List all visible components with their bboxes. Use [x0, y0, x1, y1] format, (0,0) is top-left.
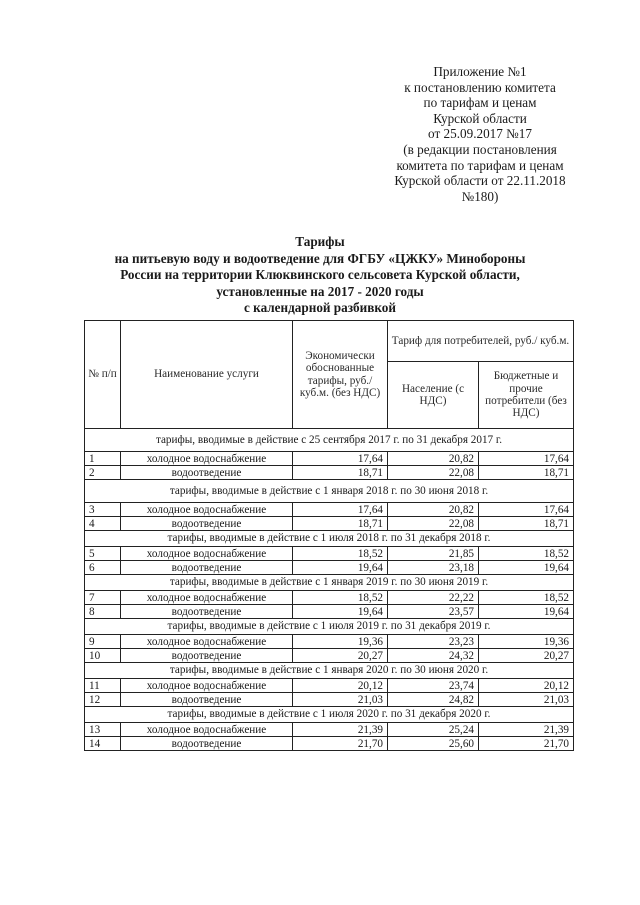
- period-row: [85, 619, 574, 635]
- period-label: тарифы, вводимые в действие с 1 июля 2018 г. по 31 декабря 2018 г.: [85, 531, 574, 547]
- cell-budget: 18,71: [479, 517, 574, 531]
- cell-economic: 21,70: [293, 737, 388, 751]
- appendix-line: комитета по тарифам и ценам: [396, 157, 564, 173]
- cell-economic: 20,12: [293, 679, 388, 693]
- header-population: Население (с НДС): [388, 362, 479, 429]
- cell-population: 23,18: [388, 561, 479, 575]
- cell-population: 25,60: [388, 737, 479, 751]
- cell-economic: 18,52: [293, 547, 388, 561]
- header-service: Наименование услуги: [121, 321, 293, 429]
- table-row: [85, 679, 574, 693]
- period-label: тарифы, вводимые в действие с 25 сентября 2017 г. по 31 декабря 2017 г.: [85, 429, 574, 452]
- table-row: [85, 649, 574, 663]
- appendix-line: к постановлению комитета: [404, 79, 556, 95]
- period-row: [85, 575, 574, 591]
- appendix-line: Курской области: [433, 110, 527, 126]
- period-label: тарифы, вводимые в действие с 1 января 2020 г. по 30 июня 2020 г.: [85, 663, 574, 679]
- cell-service: холодное водоснабжение: [121, 547, 293, 561]
- cell-budget: 18,52: [479, 547, 574, 561]
- cell-num: 14: [85, 737, 121, 751]
- cell-service: холодное водоснабжение: [121, 591, 293, 605]
- cell-service: водоотведение: [121, 649, 293, 663]
- cell-num: 2: [85, 466, 121, 480]
- appendix-line: Курской области от 22.11.2018: [394, 173, 566, 189]
- period-row: [85, 707, 574, 723]
- cell-num: 7: [85, 591, 121, 605]
- period-row: [85, 429, 574, 452]
- appendix-line: Приложение №1: [433, 64, 527, 79]
- cell-economic: 19,64: [293, 605, 388, 619]
- cell-population: 20,82: [388, 452, 479, 466]
- table-row: [85, 452, 574, 466]
- cell-population: 23,23: [388, 635, 479, 649]
- appendix-note: [330, 64, 630, 204]
- cell-economic: 17,64: [293, 452, 388, 466]
- header-num: № п/п: [85, 321, 121, 429]
- period-row: [85, 531, 574, 547]
- cell-num: 6: [85, 561, 121, 575]
- table-row: [85, 503, 574, 517]
- cell-economic: 17,64: [293, 503, 388, 517]
- period-row: [85, 480, 574, 503]
- cell-population: 23,74: [388, 679, 479, 693]
- cell-service: холодное водоснабжение: [121, 723, 293, 737]
- cell-num: 11: [85, 679, 121, 693]
- document-title: [70, 234, 570, 317]
- table-row: [85, 561, 574, 575]
- cell-service: водоотведение: [121, 737, 293, 751]
- cell-economic: 21,03: [293, 693, 388, 707]
- cell-service: водоотведение: [121, 561, 293, 575]
- cell-budget: 20,27: [479, 649, 574, 663]
- cell-budget: 17,64: [479, 452, 574, 466]
- table-row: [85, 693, 574, 707]
- appendix-line: (в редакции постановления: [403, 141, 557, 157]
- cell-service: холодное водоснабжение: [121, 679, 293, 693]
- cell-economic: 21,39: [293, 723, 388, 737]
- table-row: [85, 635, 574, 649]
- cell-economic: 18,71: [293, 466, 388, 480]
- table-row: [85, 591, 574, 605]
- cell-budget: 19,64: [479, 561, 574, 575]
- cell-num: 4: [85, 517, 121, 531]
- appendix-line: от 25.09.2017 №17: [428, 126, 532, 142]
- cell-population: 25,24: [388, 723, 479, 737]
- period-label: тарифы, вводимые в действие с 1 января 2018 г. по 30 июня 2018 г.: [85, 480, 574, 503]
- table-row: [85, 723, 574, 737]
- cell-service: водоотведение: [121, 693, 293, 707]
- cell-budget: 18,71: [479, 466, 574, 480]
- cell-population: 24,32: [388, 649, 479, 663]
- cell-budget: 21,39: [479, 723, 574, 737]
- cell-economic: 19,64: [293, 561, 388, 575]
- title-line: установленные на 2017 - 2020 годы: [216, 283, 424, 299]
- title-line: России на территории Клюквинского сельсовета Курской области,: [120, 267, 520, 282]
- cell-num: 8: [85, 605, 121, 619]
- table-row: [85, 737, 574, 751]
- cell-population: 21,85: [388, 547, 479, 561]
- cell-num: 5: [85, 547, 121, 561]
- cell-service: водоотведение: [121, 605, 293, 619]
- cell-population: 22,08: [388, 517, 479, 531]
- period-row: [85, 663, 574, 679]
- cell-num: 1: [85, 452, 121, 466]
- cell-population: 22,22: [388, 591, 479, 605]
- cell-num: 13: [85, 723, 121, 737]
- cell-num: 9: [85, 635, 121, 649]
- cell-service: водоотведение: [121, 517, 293, 531]
- cell-budget: 20,12: [479, 679, 574, 693]
- appendix-line: по тарифам и ценам: [423, 95, 537, 111]
- table-row: [85, 517, 574, 531]
- cell-service: холодное водоснабжение: [121, 452, 293, 466]
- cell-budget: 19,36: [479, 635, 574, 649]
- appendix-line: №180): [461, 188, 499, 204]
- cell-num: 12: [85, 693, 121, 707]
- table-row: [85, 605, 574, 619]
- cell-budget: 21,03: [479, 693, 574, 707]
- cell-population: 20,82: [388, 503, 479, 517]
- cell-population: 23,57: [388, 605, 479, 619]
- cell-economic: 18,52: [293, 591, 388, 605]
- header-economic: Экономически обоснованные тарифы, руб./ куб.м. (без НДС): [293, 321, 388, 429]
- cell-service: холодное водоснабжение: [121, 503, 293, 517]
- cell-economic: 19,36: [293, 635, 388, 649]
- table-row: [85, 466, 574, 480]
- cell-budget: 17,64: [479, 503, 574, 517]
- cell-num: 10: [85, 649, 121, 663]
- cell-population: 22,08: [388, 466, 479, 480]
- title-line: на питьевую воду и водоотведение для ФГБУ «ЦЖКУ» Минобороны: [114, 250, 526, 266]
- period-label: тарифы, вводимые в действие с 1 января 2019 г. по 30 июня 2019 г.: [85, 575, 574, 591]
- period-label: тарифы, вводимые в действие с 1 июля 2020 г. по 31 декабря 2020 г.: [85, 707, 574, 723]
- cell-service: холодное водоснабжение: [121, 635, 293, 649]
- cell-population: 24,82: [388, 693, 479, 707]
- cell-economic: 18,71: [293, 517, 388, 531]
- cell-budget: 19,64: [479, 605, 574, 619]
- cell-economic: 20,27: [293, 649, 388, 663]
- title-heading: Тарифы: [295, 234, 345, 249]
- title-line: с календарной разбивкой: [244, 300, 396, 315]
- cell-budget: 21,70: [479, 737, 574, 751]
- cell-num: 3: [85, 503, 121, 517]
- header-budget: Бюджетные и прочие потребители (без НДС): [479, 362, 574, 429]
- table-body: [85, 429, 574, 751]
- cell-service: водоотведение: [121, 466, 293, 480]
- tariff-table: [84, 320, 574, 751]
- table-row: [85, 547, 574, 561]
- header-consumers: Тариф для потребителей, руб./ куб.м.: [388, 321, 574, 362]
- cell-budget: 18,52: [479, 591, 574, 605]
- period-label: тарифы, вводимые в действие с 1 июля 2019 г. по 31 декабря 2019 г.: [85, 619, 574, 635]
